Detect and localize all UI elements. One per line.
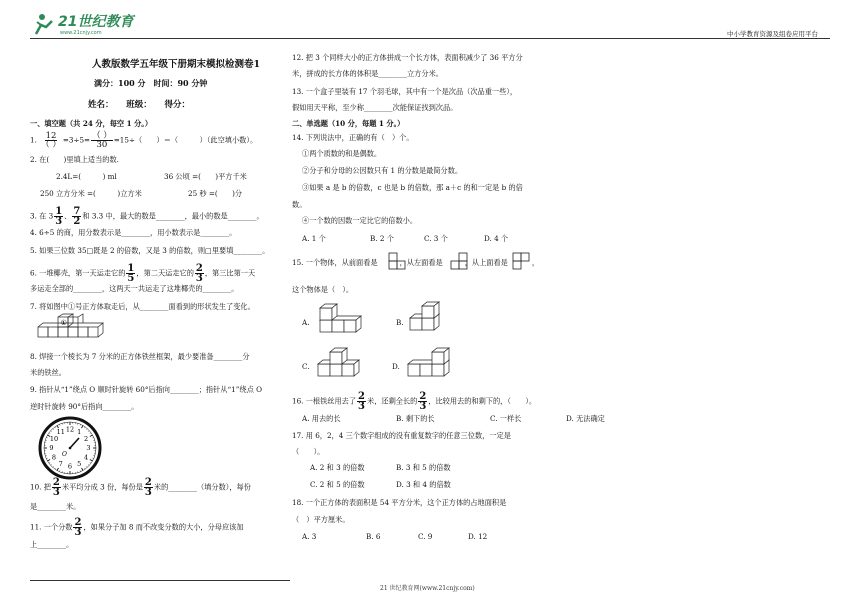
q14-opt-c[interactable]: C. 3 个	[424, 234, 448, 243]
q13-line2: 假如用天平称，至少称________次能保证找到次品。	[292, 103, 458, 112]
q18-stem: 18. 一个正方体的表面积是 54 平方分米，这个正方体的占地面积是	[292, 498, 507, 507]
clock-figure	[38, 416, 102, 480]
q17-stem: 17. 用 6，2，4 三个数字组成的没有重复数字的任意三位数，一定是	[292, 431, 511, 440]
clock-number: 5	[77, 460, 82, 469]
q15-opt-d-label[interactable]: D.	[392, 362, 400, 371]
q18-opt-d[interactable]: D. 12	[468, 532, 488, 541]
q15-top-view	[512, 252, 534, 270]
clock-number: 1	[77, 428, 82, 437]
q14-s3: ③如果 a 是 b 的倍数，c 也是 b 的倍数，那 a＋c 的和一定是 b 的倍	[302, 183, 523, 192]
q18-opt-a[interactable]: A. 3	[302, 532, 317, 541]
q14-opt-a[interactable]: A. 1 个	[302, 234, 326, 243]
q14-opt-d[interactable]: D. 4 个	[484, 234, 509, 243]
q2-row2-a: 250 立方分米 =( )立方米	[40, 189, 142, 198]
q3: 3. 在 3 $\frac{1}{3}$ 、 $\frac{7}{2}$ 和 3.3 中，最大的数是________，最小的数是________。	[30, 206, 264, 227]
clock-number: 2	[83, 434, 89, 443]
q4: 4. 6÷5 的商，用分数表示是________，用小数表示是________。	[30, 228, 237, 237]
q16-opt-d[interactable]: D. 无法确定	[566, 414, 605, 423]
q15-option-a-figure	[318, 304, 364, 336]
q1: 1. $\frac{12}{( )}$ =3÷5= $\frac{( )}{30}$ =15÷（ ）＝（ ）（此空填小数）。	[30, 131, 258, 150]
q12-line2: 米，拼成的长方体的体积是________立方分米。	[292, 69, 443, 78]
q15-front-view	[388, 252, 408, 270]
q7: 7. 将如图中①号正方体取走后，从________面看到的形状发生了变化。	[30, 302, 255, 311]
clock-number: 4	[83, 453, 89, 462]
q7-label: ①	[60, 319, 67, 327]
q14-s2: ②分子和分母的公因数只有 1 的分数是最简分数。	[302, 166, 463, 175]
q14-s1: ①两个质数的和是偶数。	[302, 149, 382, 158]
platform-name: 中小学教育资源及组卷应用平台	[727, 30, 818, 38]
logo-runner-icon	[32, 12, 134, 36]
q14-s3b: 数。	[292, 200, 307, 209]
q16-opt-c[interactable]: C. 一样长	[490, 414, 522, 423]
q18-opt-c[interactable]: C. 9	[418, 532, 433, 541]
q6-line2: 多运走全部的________，这两天一共运走了这堆椰壳的________。	[30, 284, 239, 293]
q9-line1: 9. 指针从“1”绕点 O 顺时针旋转 60°后指向________；指针从“1”绕点 O	[30, 385, 262, 394]
q6: 6. 一堆椰壳，第一天运走它的 $\frac{1}{5}$ ，第二天运走它的 $\frac{2}{3}$ ，第三比第一天	[30, 263, 256, 284]
logo-sub: www.21cnjy.com	[60, 30, 102, 36]
q2-row2-b: 25 秒 =( )分	[188, 189, 243, 198]
q15-opt-b-label[interactable]: B.	[396, 318, 404, 327]
q8-line1: 8. 焊接一个棱长为 7 分米的正方体铁丝框架，最少要准备________分	[30, 352, 250, 361]
q14-s4: ④一个数的因数一定比它的倍数小。	[302, 216, 418, 225]
footer-text: 21 世纪教育网(www.21cnjy.com)	[380, 585, 475, 592]
q2: 2. 在( )里填上适当的数.	[30, 155, 119, 164]
q15-option-d-figure	[406, 348, 452, 380]
clock-number: 3	[86, 444, 91, 453]
q17-opt-d[interactable]: D. 3 和 4 的倍数	[396, 480, 451, 489]
q10: 10. 把 $\frac{2}{3}$ 米平均分成 3 份，每份是 $\frac{2}{3}$ 米的________（填分数），每份	[30, 477, 251, 498]
q15-line2: 这个物体是（ ）。	[292, 285, 354, 294]
q16: 16. 一根铁丝用去了 $\frac{2}{3}$ 米，还剩全长的 $\frac{2}{3}$ ，比较用去的和剩下的，（ ）。	[292, 391, 537, 412]
q8-line2: 米的铁丝。	[30, 368, 66, 377]
clock-number: 9	[49, 444, 54, 453]
q12-line1: 12. 把 3 个同样大小的正方体拼成一个长方体，表面积减少了 36 平方分	[292, 53, 523, 62]
q9-line2: 逆时针旋转 90°后指向________。	[30, 402, 139, 411]
q15-option-c-figure	[316, 348, 362, 380]
q15-opt-c-label[interactable]: C.	[302, 362, 310, 371]
q18-opt-b[interactable]: B. 6	[366, 532, 381, 541]
header-rule	[30, 38, 830, 39]
clock-number: 11	[56, 428, 65, 437]
q7-cube-figure	[36, 314, 116, 344]
q17-opt-b[interactable]: B. 3 和 5 的倍数	[396, 463, 451, 472]
clock-center-label: O	[62, 451, 67, 458]
student-info: 姓名： 班级： 得分：	[88, 100, 191, 110]
clock-number: 10	[49, 434, 59, 443]
q17-stem2: （ ）。	[292, 447, 325, 456]
q14-opt-b[interactable]: B. 2 个	[370, 234, 394, 243]
page-title: 人教版数学五年级下册期末模拟检测卷1	[92, 59, 261, 70]
q16-opt-b[interactable]: B. 剩下的长	[396, 414, 435, 423]
clock-number: 6	[67, 462, 73, 471]
logo-text: 21世纪教育	[58, 14, 134, 30]
q16-opt-a[interactable]: A. 用去的长	[302, 414, 341, 423]
section-1-heading: 一、填空题（共 24 分，每空 1 分。）	[30, 119, 153, 128]
clock-number: 8	[51, 453, 57, 462]
q15-opt-a-label[interactable]: A.	[302, 318, 310, 327]
score-time: 满分：100 分 时间：90 分钟	[94, 78, 208, 88]
q5: 5. 如果三位数 35□既是 2 的倍数，又是 3 的倍数，则□里要填________。	[30, 246, 270, 255]
clock-number: 7	[58, 460, 63, 469]
q10-line2: 是________米。	[30, 502, 81, 511]
q17-opt-a[interactable]: A. 2 和 3 的倍数	[310, 463, 365, 472]
footer-rule	[30, 580, 290, 581]
q15-option-b-figure	[408, 302, 454, 334]
q11-line2: 上________。	[30, 540, 74, 549]
q15: 15. 一个物体，从前面看是 ，从左面看是 ，从上面看是 ，	[292, 258, 540, 267]
q2-row1-a: 2.4L=( ) ml	[56, 172, 117, 181]
q17-opt-c[interactable]: C. 2 和 5 的倍数	[310, 480, 365, 489]
logo	[32, 12, 134, 36]
clock-number: 12	[65, 425, 75, 434]
q18-stem2: （ ）平方厘米。	[292, 515, 350, 524]
q2-row1-b: 36 公顷 =( )平方千米	[164, 172, 247, 181]
q13-line1: 13. 一个盒子里装有 17 个羽毛球，其中有一个是次品（次品重一些），	[292, 87, 518, 96]
q11: 11. 一个分数 $\frac{2}{3}$ ，如果分子加 8 而不改变分数的大小，分母应该加	[30, 517, 244, 538]
q14-stem: 14. 下列说法中，正确的有（ ）个。	[292, 133, 414, 142]
q15-left-view	[450, 252, 470, 270]
section-2-heading: 二、单选题（10 分，每题 1 分。）	[292, 119, 405, 128]
